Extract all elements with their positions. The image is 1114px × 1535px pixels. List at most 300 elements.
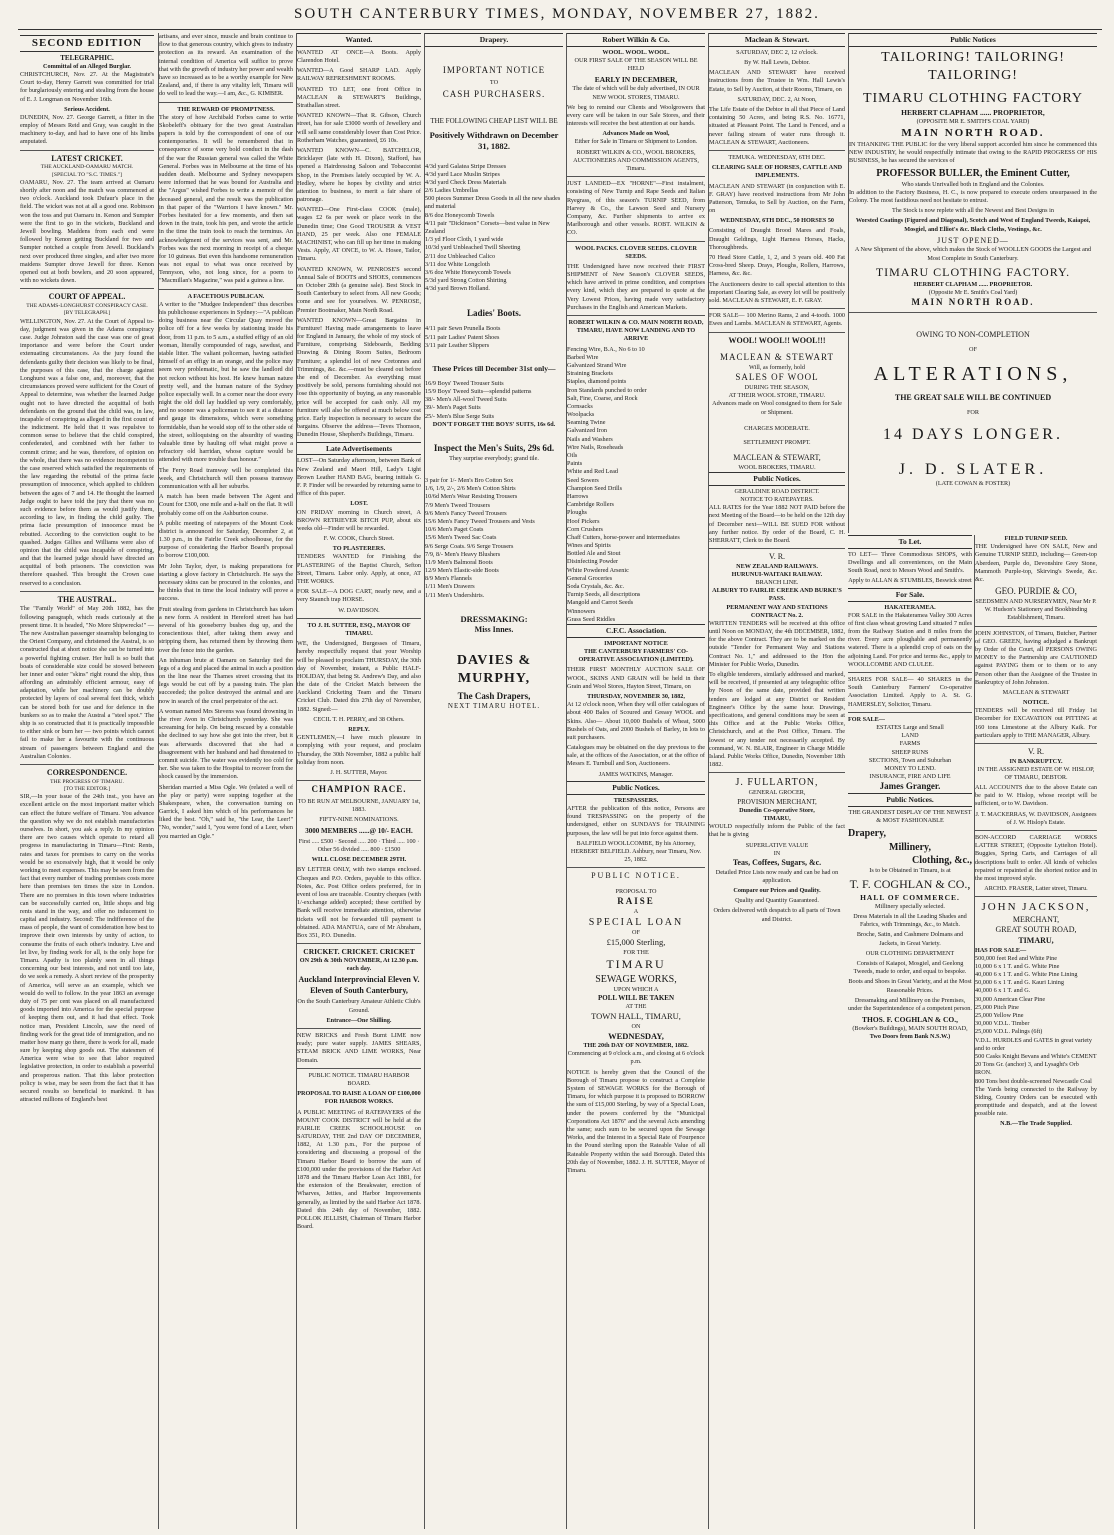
section-header: Public Notices. xyxy=(567,781,705,795)
notice-heading: V. R. xyxy=(768,552,786,562)
ad-line: TO xyxy=(489,78,499,86)
ad-title: SALES OF WOOL xyxy=(735,372,819,383)
notice-signature: JAMES WATKINS, Manager. xyxy=(598,770,674,778)
ad-title: THOS. F. COGHLAN & CO., xyxy=(862,1015,958,1025)
article-text: Sheridan married a Miss Ogle. We (related a well of the play or party) were supping together at the Shakespeare, when, the conversation turning on Garrick, I asked him which of his performances he liked the best. "Oh," said he, "the Lear, the Leer!" "No, wonder," said I, "you were fond of a Leer, when you married an Ogle." xyxy=(159,783,293,840)
classified-ad: LOST—On Saturday afternoon, between Bank of New Zealand and Maori Hill, Lady's Light Brown Leather HAND BAG, bearing initials G. F. P. Finder will be rewarded by returning same to office of this paper. xyxy=(297,457,421,498)
list-item: 40,000 6 x 1 T. and G. xyxy=(975,987,1031,995)
divider xyxy=(975,830,1097,831)
classified-ad: WANTED—A Good SHARP LAD. Apply RAILWAY REFRESHMENT ROOMS. xyxy=(297,67,421,83)
list-item: Grass Seed Riddles xyxy=(567,615,616,623)
notice-heading: IMPORTANT NOTICE xyxy=(604,639,668,647)
list-item: 15/6 Men's Tweed Sac Coats xyxy=(425,534,497,542)
ad-line: THE FOLLOWING CHEAP LIST WILL BE xyxy=(430,116,558,125)
divider xyxy=(709,772,845,773)
section-header: Public Notices. xyxy=(848,793,972,807)
ad-line: Broche, Satin, and Cashmere Dolmans and Jackets, in Great Variety. xyxy=(856,931,964,947)
ad-line: WOOL. WOOL. WOOL. xyxy=(602,48,670,56)
list-item: 500 pieces Summer Dress Goods in all the new shades and material xyxy=(425,195,561,211)
divider xyxy=(709,150,845,151)
section-header: To Let. xyxy=(848,535,972,549)
ad-line: Orders delivered with despatch to all parts of Town and District. xyxy=(713,907,841,923)
ad-title: TIMARU CLOTHING FACTORY. xyxy=(875,264,1071,279)
list-item: 12/9 Men's Elastic-side Boots xyxy=(425,567,499,575)
ad-line: HAS FOR SALE— xyxy=(975,946,1027,954)
section-heading: LATEST CRICKET. xyxy=(51,153,123,163)
ad-text: THE Undersigned have now received their FIRST SHIPMENT of New Season's CLOVER SEEDS, which have arrived in prime condition, and comprises every kind, which they are prepared to quote at the Very Lowest Prices, having made very satisfactory Purchases in the English and American Markets. xyxy=(567,262,705,311)
notice-heading: HURUNUI-WAITAKI RAILWAY. xyxy=(731,570,823,578)
list-item: 9/6 Serge Coats. 9/6 Serge Trousers xyxy=(425,542,514,550)
ad-title: CASH PURCHASERS. xyxy=(442,88,546,99)
divider xyxy=(849,312,1097,313)
notice-heading: PERMANENT WAY AND STATIONS CONTRACT No. 2. xyxy=(726,603,828,619)
ad-heading: FOR SALE— xyxy=(848,715,885,723)
notice-heading: ALBURY TO FAIRLIE CREEK AND BURKE'S PASS. xyxy=(712,587,842,603)
ad-line: (OPPOSITE MR E. SMITH'S COAL YARD) xyxy=(916,118,1030,126)
ad-signature: F. W. COOK, Church Street. xyxy=(323,535,395,543)
ad-title: MACLEAN & STEWART xyxy=(720,352,834,363)
section-heading: CORRESPONDENCE. xyxy=(46,767,128,777)
notice-line: TOWN HALL, TIMARU, xyxy=(591,1011,681,1022)
ad-line: Dunedin Co-operative Store, xyxy=(739,806,815,814)
ad-line: OUR FIRST SALE OF THE SEASON WILL BE HELD xyxy=(574,57,698,73)
list-item: 10,000 6 x 1 T. and G. White Pine xyxy=(975,962,1060,970)
ad-line: Boots and Shoes in Great Variety, and at the Most Reasonable Prices. xyxy=(848,978,972,994)
ad-line: Compare our Prices and Quality. xyxy=(733,886,821,894)
divider xyxy=(159,289,293,290)
ad-title: T. F. COGHLAN & CO., xyxy=(849,877,971,892)
ad-line: OWING TO NON-COMPLETION xyxy=(916,329,1030,339)
subheading: [TO THE EDITOR.] xyxy=(63,785,111,792)
article-text: A writer to the "Mudgee Independent" thus describes his publichouse experiences in Sydney:—"A publican doing business near the Circular Quay moved the police off for a few weeks by stationing inside his door, from 11 p.m. to 5 a.m., a stuffed effigy of an old woman, literally compounded of rags, sawdust, and stable litter. The valiant policeman, having satisfied himself of an effigy in an orange, and the police may seem very problematic, but he saw the landlord did not reckon without his host. He knew human nature pretty well, and the human nature of the Sydney police especially well. In a corner near the door every night the old doll lay huddled up very comfortably, and no sooner was a policeman to see it at a distance and gauge its dimensions, which were something formidable, than he would stop off to the other side of the street, soliloquising on the absurdity of wasting valuable time by hauling off what might prove a refractory old harridan, whose capture would be attended with more trouble than honour." xyxy=(159,300,293,464)
list-item: Galvanized Strand Wire xyxy=(567,361,627,369)
ad-title: JOHN JACKSON, xyxy=(981,901,1091,914)
classified-ad: WANTED—One First-class COOK (male), wages £2 6s per week or place work in the Dunedin time; One Good TROUSER & VEST HAND, 25 per week. Also one FEMALE MACHINIST, who can fill up her time in making Vests. Apply, AT ONCE, to W. A. Hosee, Tailor, Timaru. xyxy=(297,206,421,263)
ad-line: SETTLEMENT PROMPT. xyxy=(743,438,811,446)
list-item: 38/- Men's All-wool Tweed Suits xyxy=(425,396,507,404)
ad-line: Worsted Coatings (Figured and Diagonal), Scotch and West of England Tweeds, Kaiapoi, Mosgiel, and Elliot's &c. Black Cloths, Vestings, &c. xyxy=(855,217,1091,233)
ad-line: FOR xyxy=(966,409,980,417)
ad-text: FOR SALE in the Hakateramea Valley 300 Acres of first class wheat growing Land situated 7 miles from the Railway Station and 8 miles from the river. Every acre ploughable and permanently watered. There is a splendid crop of oats on the adjoining Land. For price and terms &c., apply to WOOLLCOMBE AND CLULEE. xyxy=(848,611,972,668)
list-item: Seed Sowers xyxy=(567,476,599,484)
ad-line: They surprise everybody; grand tile. xyxy=(449,454,539,462)
ad-line: FARMS xyxy=(899,740,921,748)
notice-text: WRITTEN TENDERS will be received at this office until Noon on MONDAY, the 4th DECEMBER, 1882, for the above Contract. They are to be marked on the outside "Tender for Permanent Way and Stations Contract No. 1," and addressed to the Hon the Minister for Public Works, Dunedin. xyxy=(709,619,845,668)
ad-line: ROBERT WILKIN & CO. MAIN NORTH ROAD, TIMARU, HAVE NOW LANDING AND TO ARRIVE xyxy=(568,319,704,343)
classified-ad: WANTED KNOWN—Great Bargains in Furniture! Having made arrangements to leave for England in January, the whole of my stock of Furniture, comprising Sideboards, Bedding Drawing & Dining Room Suites, Bedroom Furniture; a splendid lot of new Cretonnes and Trimmings, &c. &c.—must be cleared out before the end of December. As everything must positively be sold, persons furnishing should not lose this opportunity of buying, as any reasonable price will be accepted for cash only. All my furniture will also be offered at much below cost price. Early inspection is necessary to secure the bargains. Observe the address—Teves Thomson, Dunedin House, Shepherd's Buildings, Timaru. xyxy=(297,316,421,439)
price-list xyxy=(425,325,563,350)
list-item: Barbed Wire xyxy=(567,353,599,361)
notice-line: SPECIAL LOAN xyxy=(588,917,684,929)
list-item: Straining Brackets xyxy=(567,370,613,378)
list-item: 1/11 Men's Undershirts. xyxy=(425,591,485,599)
ad-line: A New Shipment of the above, which makes the Stock of WOOLLEN GOODS the Largest and Most Complete in South Canterbury. xyxy=(854,246,1092,262)
article-text: SIR,—In your issue of the 24th inst., you have an excellent article on the most important matter which can effect the future welfare of Timaru. You advance the question why we do not establish manufactories ourselves. In short, you ask a reply. In my opinion there are two causes which operate to retard all progress in manufacturing in Timaru—First: Rents, rates and taxes for premises to carry on the works would be so excessively high, that it would be only working to meet expenses. This may be seen from the fact that every number of trading premises costs more here than premises ten times the size in London. There are no premises in this town where industries can be successfully carried on, little shops and big rents stand in the way, and offer no inducement to capital and industry. Second: The indifference of the mass of people, the want of consideration how best to improve their own interests by unity of action, to consume the fruits of each other's industry. Live and let live, by finding work for all, is the only hope for Timaru. Apathy is too plainly seen in all things concerning our best interests, and not until too late, do we seek a remedy. A short review of the prosperity of America, will serve as an example, which we would do well to follow. In the year 1863 an average duty of 75 per cent was placed on all manufactured goods imported into America for the special purpose of keeping them out, and it had that effect. Took notice man, President Lincoln, saw the need of finding work for the great tide of immigration, and no matter how many go there, there is work for all, made sure by keeping shop goods out. The statesmen of America were wise to see that labor required legislative protection, in order to establish a powerful and prosperous nation. That this labor protection policy is wise, may be seen from the fact that it has secured results so beneficial to mankind. It has attracted millions of England's best xyxy=(20,793,154,1104)
notice-line: WEDNESDAY, xyxy=(608,1030,664,1041)
ad-signature: W. DAVIDSON. xyxy=(338,606,380,614)
list-item: 20 Tons Gr. (anchor) 3, and Lysaght's Orb IRON. xyxy=(975,1061,1079,1077)
notice-line: AT THE xyxy=(625,1003,647,1011)
list-item: Wines and Spirits xyxy=(567,542,611,550)
ad-title: MACLEAN & STEWART, xyxy=(733,453,821,463)
notice-text: To eligible tenderers, similarly addressed and marked, will be received, if presented at any telegraphic office by Noon of the same date, provided that written tenders are lodged at any District or Resident Engineer's Office by the same hour. Drawings, specifications, and general conditions may be seen at this Office and at the Public Works Office, Christchurch, and at the Post Office, Timaru. The lowest or any tender not necessarily accepted. By command, W. N. BLAIR, Engineer in Charge Middle Island. Public Works Office, Dunedin, November 18th 1882. xyxy=(709,671,845,769)
ad-text: ALL ACCOUNTS due to the above Estate can be paid to W. Hislop, whose receipt will be sufficient, or to W. Davidson. xyxy=(975,784,1097,808)
list-item: 500 Casks Knight Bevans and White's CEMENT xyxy=(975,1052,1097,1060)
ad-signature: Apply to ALLAN & STUMBLES, Beswick street xyxy=(848,577,972,585)
section-header: Public Notices. xyxy=(709,472,845,486)
list-item: 15/6 Men's Fancy Tweed Trousers and Vests xyxy=(425,517,535,525)
notice-signature: BALFIELD WOOLLCOMBE, By his Attorney, HERBERT BELFIELD. Ashbury, near Timaru, Nov. 25, 1882. xyxy=(570,839,702,864)
divider xyxy=(975,896,1097,897)
article-text: DUNEDIN, Nov. 27. George Garrett, a fitter in the employ of Messrs Reid and Gray, was caught in the machinery to-day, and had to have one of his limbs amputated. xyxy=(20,113,154,146)
ad-line: First ..... £500 · Second ..... 200 · Third ..... 100 · Other 56 divided ..... 800 · £1500 xyxy=(298,837,420,854)
ad-text: 70 Head Store Cattle, 1, 2, and 3 years old. 400 Fat Cross-bred Sheep. Drays, Ploughs, Rollers, Harrows, Harness, &c. &c. xyxy=(709,254,845,278)
notice-line: THE 20th DAY OF NOVEMBER, 1882. xyxy=(583,1042,689,1050)
ad-title: Millinery, xyxy=(889,841,931,853)
divider xyxy=(20,150,154,151)
classified-ad: WANTED AT ONCE—A Boots. Apply Clarendon Hotel. xyxy=(297,48,421,65)
divider xyxy=(20,288,154,289)
ad-text: FOR SALE— 100 Merino Rams, 2 and 4-tooth. 1000 Ewes and Lambs. MACLEAN & STEWART, Agents. xyxy=(709,312,845,328)
top-rule xyxy=(18,29,1102,30)
notice-text: A PUBLIC MEETING of RATEPAYERS of the MOUNT COOK DISTRICT will be held at the FAIRLIE CREEK SCHOOLHOUSE on SATURDAY, THE 2nd DAY OF DECEMBER, 1882, At 1.30 p.m., For the purpose of considering and discussing a proposal of the Timaru Harbor Board to borrow the sum of £100,000 under the provisions of the Harbor Act 1878 and the Timaru Harbor Loan Act 1881, for the extension of the Breakwater, erection of Wharves, Jetties, and Harbor Improvements generally, as limited by the said Harbor Act 1878. Dated this 24th day of November, 1882. POLLOK JELLISH, Chairman of Timaru Harbor Board. xyxy=(297,1108,421,1231)
notice-date: THURSDAY, NOVEMBER 30, 1882, xyxy=(587,692,685,700)
list-item: 3 pair for 1/- Men's Bro Cotton Sox xyxy=(425,477,514,485)
divider xyxy=(297,1028,421,1029)
ad-title: DRESSMAKING: xyxy=(460,613,528,624)
ad-line: SHEEP RUNS xyxy=(891,748,929,756)
ad-line: WOOL BROKERS, TIMARU. xyxy=(738,463,816,471)
ad-title: DAVIES & MURPHY, xyxy=(456,652,532,687)
ad-heading: NOTICE. xyxy=(1023,699,1049,707)
ad-line: NEXT TIMARU HOTEL. xyxy=(447,702,541,711)
divider xyxy=(848,672,972,673)
ad-line: TIMARU, xyxy=(763,815,791,823)
article-text: The story of how Archibald Forbes came to write Skobeleff's obituary for the two great Australian papers is told by the correspondent of one of our contemporaries. It will be remembered that in consequence of some very bold conduct in the dash of the war the Russian general was called the White General. Forbes was in Melbourne at the time of his sudden death. Melbourne and Sydney newspapers were informed that he was bound for Australia and the "Argus" wished Forbes to write a memoir of the deceased general, and the result was the publication in that paper of the "Warriors I have known." Mr. Forbes hesitated for a few moments, and then sat down in the train, took his pen, and wrote the article in the time the train took to reach the terminus. An acknowledgment of the services was sent, and Mr. Forbes was the next morning in receipt of a cheque for 10 guineas. But even this handsome remuneration was not equal to what was once received by Tennyson, who, not long since, for a poem to "Macmillan's Magazine," was paid a guinea a line. xyxy=(159,113,293,285)
list-item: 10/6 Men's Paget Coats xyxy=(425,526,484,534)
section-header: For Sale. xyxy=(848,588,972,602)
ad-line: WEDNESDAY, 6TH DEC., 50 HORSES 50 xyxy=(719,217,835,225)
ad-line: WILL CLOSE DECEMBER 29TH. xyxy=(311,856,407,864)
divider xyxy=(159,102,293,103)
section-heading: THE REWARD OF PROMPTNESS. xyxy=(177,105,275,113)
section-heading: COURT OF APPEAL. xyxy=(48,292,126,302)
list-item: 8/6 doz Honeycomb Towels xyxy=(425,211,495,219)
notice-line: SEWAGE WORKS, xyxy=(595,973,677,985)
list-item: Salt, Fine, Coarse, and Rock xyxy=(567,394,638,402)
notice-line: FOR THE xyxy=(623,948,649,956)
ad-title: Clothing, &c., xyxy=(912,854,972,866)
ad-text: TENDERS will be received till Friday 1st December for EXCAVATION out PITTING at 160 tons Limestone at the Albury Kaik. For particulars apply to THE MANAGER, Albury. xyxy=(975,707,1097,739)
column-3 xyxy=(296,33,421,1529)
list-item: 1/3 yd Floor Cloth, 1 yard wide xyxy=(425,236,504,244)
section-heading: THE AUSTRAL. xyxy=(57,594,117,604)
classified-ad: WANTED TO LET, one front Office in MACLEAN & STEWART'S Buildings, Strathallan street. xyxy=(297,85,421,110)
ad-line: Dress Materials in all the Leading Shades and Fabrics, with Trimmings, &c., to Match. xyxy=(853,913,967,929)
ad-heading: V. R. xyxy=(1027,747,1045,756)
ad-signature: MACLEAN & STEWART xyxy=(1002,688,1070,696)
list-item: Woolpacks xyxy=(567,411,595,419)
list-item: 25,000 Pitch Pine xyxy=(975,1003,1019,1011)
list-item: Chaff Cutters, horse-power and intermediates xyxy=(567,533,680,541)
ad-line: OF xyxy=(969,346,977,354)
article-text: CHRISTCHURCH, Nov. 27. At the Magistrate's Court to-day, Henry Garrett was committed for trial for burglariously entering and stealing from the house of E. J. Longman on November 16th. xyxy=(20,70,154,103)
ad-title: Ladies' Boots. xyxy=(466,307,521,318)
classified-ad: TENDERS WANTED for Finishing the PLASTERING of the Baptist Church, Sefton Street, Timaru. Labor only. Apply, at once, AT THE WORKS. xyxy=(297,553,421,586)
divider xyxy=(297,1068,421,1069)
ad-line: GREAT SOUTH ROAD, xyxy=(995,925,1077,935)
column-4 xyxy=(424,33,563,1529)
ad-heading: HAKATERAMEA. xyxy=(884,603,936,611)
notice-heading: PROPOSAL TO RAISE A LOAN OF £100,000 FOR HARBOR WORKS. xyxy=(297,1090,421,1106)
notice-text: Catalogues may be obtained on the day previous to the sale, at the offices of the Association, or at the office of Messrs E. Turnbull and Son, Auctioneers. xyxy=(567,744,705,768)
article-text: WELLINGTON, Nov. 27. At the Court of Appeal to-day, judgment was given in the Adams conspiracy case. Judge Johnston said the case was one of great importance and were before the Court under extenuating circumstances. As the jury found the defendants guilty their decision was likely to be final, the purposes of this case, that the charge against Longhurst was a false one, and, moreover, that the circumstances proved were sufficient for the Court of Appeal to determine, was whether the learned Judge ought not to have directed the acquittal of both defendants on the ground that the child was, in law, incapable of conspiring as alleged in the first count of the indictment. He held that it was repulsive to common sense to believe that the child conspired, confederated, and combined with her father to commit crime; and he was, therefore, of opinion on the whole, that there was no evidence incompetent to the case reserved which satisfied the requirements of the law regarding the rebuttal of the prima facie presumption of innocence, which applied to children between the ages of 7 and 14. He thought the learned Judge ought to have told the jury that there was no such evidence before them as would justify them, according to law, in finding the child guilty. The prima facie presumption of innocence must be rebutted. According to the conviction ought to be quashed. Judges Gillies and Williams were also of opinion that the child was incapable of conspiring, and that the learned judge should have directed an acquittal of both prisoners. The conviction was therefore quashed. This brought the Crown case reserved to a conclusion. xyxy=(20,317,154,587)
ad-line: HERBERT CLAPHAM ...... PROPRIETOR, xyxy=(901,108,1045,118)
ad-line: Is to be Obtained in Timaru, is at xyxy=(869,866,951,874)
list-item: 11/9 Men's Balmoral Boots xyxy=(425,558,493,566)
list-item: Nails and Washers xyxy=(567,435,613,443)
ad-line: HALL OF COMMERCE. xyxy=(860,893,960,902)
ad-line: GENERAL GROCER, xyxy=(748,789,806,797)
notice-line: ON xyxy=(631,1022,641,1030)
goods-list xyxy=(975,955,1097,1086)
article-text: A match has been made between The Agent and Count for £300, one mile and a-half on the flat. It will probably come off on the Ashburton course. xyxy=(159,493,293,517)
ad-text: JUST LANDED—EX "HORNE"—First instalment, consisting of New Turnip and Rape Seeds and Italian Ryegrass, of this season's TURNIP SEED, from Harvey & Co., the Lawson Seed and Nursery Company, &c. Further shipments to arrive ex Marlborough and other vessels. ROBT. WILKIN & CO. xyxy=(567,180,705,237)
ad-title: EARLY IN DECEMBER, xyxy=(594,75,678,85)
ad-line: Millinery specially selected. xyxy=(875,902,945,910)
ad-line: HERBERT CLAPHAM ...... PROPRIETOR. xyxy=(913,280,1033,288)
ad-title: TIMARU CLOTHING FACTORY xyxy=(862,90,1084,106)
ad-line: By W. Hall Lewis, Debtor. xyxy=(744,59,810,67)
ad-line: IN THE ASSIGNED ESTATE OF W. HISLOP, OF TIMARU, DEBTOR. xyxy=(977,765,1095,781)
ad-line: Advances made on Wool consigned to them for Sale or Shipment. xyxy=(712,400,842,416)
ad-title: Inspect the Men's Suits, 29s 6d. xyxy=(433,442,555,453)
ad-line: MERCHANT, xyxy=(1012,914,1060,924)
list-item: White and Red Lead xyxy=(567,468,619,476)
ad-title: TAILORING! TAILORING! TAILORING! xyxy=(881,49,1065,84)
column-9 xyxy=(974,535,1097,1529)
ad-text: JOHN JOHNSTON, of Timaru, Butcher, Partner of GEO. GREEN, having adjudged a Bankrupt by Order of the Court, all PERSONS OWING MONEY to the Partnership are CAUTIONED against PAYING them or to them or to any Person other than the Assignee of the Trustee in Bankruptcy of John Johnston. xyxy=(975,629,1097,686)
ad-title: 14 DAYS LONGER. xyxy=(883,425,1063,443)
ad-line: PROVISION MERCHANT, xyxy=(737,797,817,806)
article-heading: Serious Accident. xyxy=(64,105,110,113)
ad-text: Consisting of Draught Brood Mares and Foals, Draught Geldings, Light Harness Horses, Hacks, Thoroughbreds. xyxy=(709,227,845,251)
list-item: 40,000 6 x 1 T. and G. White Pine Lining xyxy=(975,971,1078,979)
classified-ad: WANTED KNOWN—C. BATCHELOR, Bricklayer (late with H. Dixon), Stafford, has opened a Hairdressing Saloon and Tobacconist Shop, in the Premises lately occupied by W. A. Hedley, where he hopes by civility and strict attention to business, to merit a fair share of patronage. xyxy=(297,146,421,204)
notice-text: WE, the Undersigned, Burgesses of Timaru, hereby respectfully request that your Worship will be pleased to proclaim THURSDAY, the 30th day of November, instant, a Public HALF-HOLIDAY, that being St. Andrew's Day, and also the date of the Cricket Match between the Auckland Cricketing Team and the Timaru Cricket Club. Dated this 27th day of November, 1882. Signed:— xyxy=(297,640,421,713)
divider xyxy=(848,712,972,713)
notice-line: OF xyxy=(632,929,640,937)
ad-text: The Yards being connected to the Railway by Siding, Country Orders can be executed with promptitude and despatch, and at the lowest possible rate. xyxy=(975,1085,1097,1118)
notice-text: THEIR FIRST MONTHLY AUCTION SALE OF WOOL, SKINS AND GRAIN will be held in their Grain and Wool Stores, Hayton Street, Timaru, on xyxy=(567,666,705,690)
ad-text: MACLEAN AND STEWART (in conjunction with E. F. GRAY) have received instructions from Mr John Patterson, Temuka, to Sell by Auction, on the Farm, on xyxy=(709,182,845,215)
price-list xyxy=(425,163,563,294)
article-text: A public meeting of ratepayers of the Mount Cook district is announced for Saturday, December 2, at 1.30 p.m., in the Fairlie Creek schoolhouse, for the purpose of considering the Harbor Board's proposal to borrow £100,000. xyxy=(159,519,293,560)
list-item: White Powdered Arsenic xyxy=(567,566,629,574)
list-item: 3/6 doz White Honeycomb Towels xyxy=(425,268,511,276)
ad-line: The Stock is now replete with all the Newest and Best Designs in xyxy=(892,207,1054,215)
ad-text: MACLEAN AND STEWART have received instructions from the Trustee in Wm. Hall Lewis's Estate, to Sell by Auction, at their Rooms, Timaru, on xyxy=(709,69,845,93)
notice-line: £15,000 Sterling, xyxy=(606,937,666,948)
ad-line: TEMUKA. WEDNESDAY, 6TH DEC. xyxy=(728,153,826,161)
ad-title: J. FULLARTON, xyxy=(735,777,819,789)
ad-text: THE Undersigned have ON SALE, New and Genuine TURNIP SEED, including— Green-top Aberdeen, Purple do, Devonshire Grey Stone, Mammoth Purple-top, Skirving's Swede, &c. &c. xyxy=(975,543,1097,583)
edition-heading: SECOND EDITION xyxy=(20,35,154,52)
list-item: 10/6d Men's Wear Resisting Trousers xyxy=(425,493,518,501)
notice-heading: BRANCH LINE. xyxy=(755,578,799,586)
ad-text: BY LETTER ONLY, with two stamps enclosed. Cheques and P.O. Orders, payable to this office. Notes, &c. Post Office orders preferred, for in event of loss are traceable. Country cheques (with 1/-exchange added) accepted; these certified by Bank will receive immediate attention, otherwise tickets will not be forwarded till payment is obtained. ADA MANTUA, care of Mr Abraham, Box 351, P.O. Dunedin. xyxy=(297,866,421,939)
ad-line: SEEDSMEN AND NURSERYMEN, Near Mr P. W. Hudson's Stationery and Bookbinding Establishment, Timaru. xyxy=(975,598,1097,622)
list-item: Cornsacks xyxy=(567,402,593,410)
ad-title: WOOL! WOOL!! WOOL!!! xyxy=(728,335,826,345)
notice-text: At 12 o'clock noon, When they will offer catalogues of about 400 Bales of Scoured and Greasy WOOL and Skins. Also— About 10,000 Bushels of Wheat, 5000 Bushels of Oats, and 2000 Bushels of Barley, in lots to suit purchasers. xyxy=(567,701,705,741)
list-item: 39/- Men's Paget Suits xyxy=(425,404,481,412)
ad-text: TO LET— Three Commodious SHOPS, with Dwellings and all conveniences, on the Main South Road, next to Messrs Wood and Smith's. xyxy=(848,550,972,575)
notice-heading: TO J. H. SUTTER, ESQ., MAYOR OF TIMARU. xyxy=(307,621,411,637)
notice-heading: TRESPASSERS. xyxy=(613,796,659,804)
price-list xyxy=(425,477,563,600)
notice-line: PROPOSAL TO xyxy=(615,887,657,895)
article-text: Fruit stealing from gardens in Christchurch has taken a new form. A resident in Hereford street has had several of his gooseberry bushes dug up, and the conscientious thief, after taking them away and stripping them, has returned them by throwing them over the fence into the garden. xyxy=(159,605,293,654)
section-header: Wanted. xyxy=(297,33,421,47)
list-item: Paints xyxy=(567,460,583,468)
ad-heading: CRICKET. CRICKET. CRICKET xyxy=(303,947,415,957)
goods-list xyxy=(567,346,705,624)
ad-line: ROBERT WILKIN & CO., WOOL BROKERS, AUCTIONEERS AND COMMISSION AGENTS, Timaru. xyxy=(573,148,699,173)
notice-text: NOTICE is hereby given that the Council of the Borough of Timaru propose to construct a Complete System of SEWAGE WORKS for the Borough of Timaru, for which purpose it is proposed to BORROW the sum of £15,000 Sterling, by way of a Special Loan, under the powers conferred by the "Municipal Corporations Act 1876" and the several Acts amending the same; such sum to be secured upon the Sewage Works, and the Interest in a Special Rate of Fourpence in the Pound sterling upon the Rateable Value of all Rateable Property within the said Borough. Dated this 20th day of November, 1882. J. H. SUTTER, Mayor of Timaru. xyxy=(567,1068,705,1174)
article-text: artisans, and ever since, muscle and brain continue to flow to that generous country, which gives to industry protection as its reward. An examination of the internal condition of America will suffice to prove that with the growth of industry her power and wealth have so increased as to be a worthy example for New Zealand, and, if there is any vitality left, Timaru will do well to lead the way.—I am, &c., G. KIMBER. xyxy=(159,33,293,98)
list-item: 7/9 Men's Tweed Trousers xyxy=(425,501,491,509)
notice-heading: GERALDINE ROAD DISTRICT. xyxy=(734,487,820,495)
list-item: 16/9 Boys' Tweed Trouser Suits xyxy=(425,379,504,387)
ad-text: IN THANKING THE PUBLIC for the very liberal support accorded him since he commenced this NEW INDUSTRY, he would respectfully intimate that owing to the RAPID PROGRESS OF HIS BUSINESS, he has secured the services of xyxy=(849,140,1097,165)
list-item: Hoof Pickers xyxy=(567,517,600,525)
list-item: Mangold and Carrot Seeds xyxy=(567,599,634,607)
column-6 xyxy=(708,33,845,1529)
ad-line: SECTIONS, Town and Suburban xyxy=(868,756,952,764)
divider xyxy=(567,315,705,316)
list-item: 2/6 Ladies Umbrellas xyxy=(425,187,479,195)
list-item: Staples, diamond points xyxy=(567,378,627,386)
notice-line: A xyxy=(633,907,639,915)
divider xyxy=(20,591,154,592)
list-item: 8/9 Men's Flannels xyxy=(425,575,472,583)
ad-title: PROFESSOR BULLER, the Eminent Cutter, xyxy=(876,168,1070,180)
column-5 xyxy=(566,33,705,1529)
divider xyxy=(20,764,154,765)
notice-line: Commencing at 9 o'clock a.m., and closing at 6 o'clock p.m. xyxy=(567,1050,705,1066)
ad-title: James Granger. xyxy=(879,781,941,792)
ad-line: Quality and Quantity Guaranteed. xyxy=(735,897,819,905)
ad-line: The date of which will be duly advertised, IN OUR NEW WOOL STORES, TIMARU. xyxy=(572,85,700,101)
ad-line: INSURANCE, FIRE AND LIFE xyxy=(869,773,951,781)
ad-line: SATURDAY, DEC 2, 12 o'clock. xyxy=(736,48,818,56)
notice-line: POLL WILL BE TAKEN xyxy=(597,994,675,1003)
list-item: 25/- Men's Blue Serge Suits xyxy=(425,412,495,420)
article-text: OAMARU, Nov. 27. The team arrived at Oamaru shortly after noon and the match was commenced at two o'clock. Auckland took Dufaur's place in the field. The wicket was not at all a good one. Robinson won the toss and put Oamaru in. Kenon and Sumpter were the first to go in the wickets, Buckland and Jewell bowling. Maddens from each end were followed by Kenon getting Buckland for two and Sumpter notched a couple from Jewell. Buckland's next over produced three singles, and after two more maidens Sumpter drove Jewell for three. Kenon opened out at both bowlers, and 20 soon appeared, with no wickets down. xyxy=(20,178,154,285)
divider xyxy=(297,780,421,781)
ad-line: DON'T FORGET THE BOYS' SUITS, 16s 6d. xyxy=(432,420,556,428)
notice-text: AFTER the publication of this notice, Persons are found TRESPASSING on the property of the undersigned, either on SUNDAYS for TRAINING purposes, the law will be put into force against them. xyxy=(567,804,705,837)
list-item: Soda Crystals, &c. &c. xyxy=(567,583,625,591)
column-7 xyxy=(848,33,1097,533)
notice-signature: CECIL T. H. PERRY, and 38 Others. xyxy=(313,715,405,723)
ad-heading: IN BANKRUPTCY. xyxy=(1009,757,1063,765)
ad-line: SATURDAY, DEC. 2, At Noon, xyxy=(737,95,817,103)
ad-title: MAIN NORTH ROAD. xyxy=(911,296,1035,307)
notice-heading: NOTICE TO RATEPAYERS. xyxy=(740,495,814,503)
subheading: THE ADAMS-LONGHURST CONSPIRACY CASE. xyxy=(26,302,148,309)
divider xyxy=(297,618,421,619)
section-header: Maclean & Stewart. xyxy=(709,33,845,47)
column-1 xyxy=(20,33,154,1529)
divider xyxy=(297,943,421,944)
ad-line: (Bowker's Buildings), MAIN SOUTH ROAD, xyxy=(852,1025,968,1033)
list-item: Turnip Seeds, all descriptions xyxy=(567,591,641,599)
classified-ad: ON FRIDAY morning in Church street, A BROWN RETRIEVER BITCH PUP, about six weeks old—Finder will be rewarded. xyxy=(297,508,421,532)
ad-line: THE GRANDEST DISPLAY OF THE NEWEST & MOST FASHIONABLE xyxy=(848,809,972,825)
ad-line: LAND xyxy=(901,732,919,740)
divider xyxy=(567,867,705,868)
list-item: 4/11 pair "Dickinson" Corsets—best value in New Zealand xyxy=(425,219,550,235)
notice-heading: NEW ZEALAND RAILWAYS. xyxy=(736,562,818,570)
list-item: 4/3d yard Galatea Stripe Dresses xyxy=(425,162,507,170)
ad-line: Entrance—One Shilling. xyxy=(326,1016,392,1024)
divider xyxy=(709,548,845,549)
list-item: Disinfecting Powder xyxy=(567,558,619,566)
list-item: Harrows xyxy=(567,492,589,500)
classified-ad: WANTED KNOWN, W. PENROSE'S second Annual Sale of BOOTS and SHOES, commences on October 28th (a genuine sale). Best Stock in South Canterbury to select from. All new Goods; come and see for yourselves. W. PENROSE, Premier Bootmaker, Main North Road. xyxy=(297,265,421,314)
list-item: 3/11 doz White Longcloth xyxy=(425,260,490,268)
ad-line: 3000 MEMBERS ......@ 10/- EACH. xyxy=(305,826,413,835)
notice-heading: REPLY. xyxy=(348,726,370,734)
list-item: 5/3d yard Strong Cotton Shirting xyxy=(425,277,507,285)
ad-line: Who stands Unrivalled both in England and the Colonies. xyxy=(901,180,1045,188)
ad-line: TO BE RUN AT MELBOURNE, JANUARY 1st, 1883. xyxy=(297,798,421,814)
list-item: Corn Crushers xyxy=(567,525,603,533)
list-item: 3/11 pair Leather Slippers xyxy=(425,341,490,349)
list-item: 4/3d yard Brown Holland. xyxy=(425,285,490,293)
divider xyxy=(709,332,845,333)
ad-line: JUST OPENED— xyxy=(937,235,1009,245)
ad-line: (Opposite Mr E. Smith's Coal Yard) xyxy=(928,288,1018,296)
divider xyxy=(567,241,705,242)
list-item: Wire Nails, Roseheads xyxy=(567,443,624,451)
notice-text: ALL RATES for the Year 1882 NOT PAID before the next Meeting of the Board—to be held on the 12th day of December next—WILL BE SUED FOR without any further notice. By order of the Board, C. H. SHERRATT, Clerk to the Board. xyxy=(709,504,845,544)
ad-line: ON 29th & 30th NOVEMBER, At 12.30 p.m. each day. xyxy=(299,956,419,973)
notice-text: GENTLEMEN,—I have much pleasure in complying with your request, and proclaim Thursday, the 30th November, 1882 a public half holiday from noon. xyxy=(297,734,421,766)
list-item: 4/11 pair Sewn Prunella Boots xyxy=(425,325,501,333)
ad-line: SUPERLATIVE VALUE xyxy=(745,841,809,849)
article-text: The Ferry Road tramway will be completed this week, and Christchurch will then possess tramway communication with all her suburbs. xyxy=(159,466,293,490)
notice-line: TIMARU xyxy=(606,956,666,971)
section-heading: A FACETIOUS PUBLICAN. xyxy=(187,292,265,300)
notice-line: RAISE xyxy=(617,895,655,906)
list-item: 10/3d yard Unbleached Twill Sheeting xyxy=(425,244,521,252)
list-item: Galvanized Iron xyxy=(567,427,608,435)
list-item: Iron Standards punched to order xyxy=(567,386,647,394)
article-text: The "Family World" of May 20th 1882, has the following paragraph, which reads curiously at the present time. It is headed, "No More Shipwrecks!" — The new Australian passenger steamship belonging to the Orient Company, and christened the Austral, is so constructed that at short notice she can be turned into a powerful fighting cruiser. Her hull is so built that boats of considerable size could be stowed between her inner and outer "skins" right round the ship, thus affording an admirably efficient armour, easy of adaptation, while her machinery can be doubly protected by layers of coal several feet thick, which can be stored both for use and for defence in the bunkers so as to make the Austral a "steel spot." The ship is so constructed that it is practically impossible to either sink or burn her — two points which cannot fail to make her a favourite with the continuous stream of passengers between England and the Australian Colonies. xyxy=(20,605,154,760)
ad-heading: TO PLASTERERS. xyxy=(332,545,386,553)
price-list xyxy=(425,380,563,421)
ad-line: On the South Canterbury Amateur Athletic Club's Ground. xyxy=(297,998,421,1014)
list-item: V.D.L. HURDLES and GATES in great variety and to order xyxy=(975,1036,1092,1052)
divider xyxy=(975,743,1097,744)
list-item: 5/11 pair Ladies' Patent Shoes xyxy=(425,333,500,341)
column-2 xyxy=(158,33,293,1529)
ad-title: These Prices till December 31st only— xyxy=(432,363,556,373)
ad-line: Consists of Kaiapoi, Mosgiel, and Geelong Tweeds, made to order, and equal to bespoke. xyxy=(853,960,967,976)
